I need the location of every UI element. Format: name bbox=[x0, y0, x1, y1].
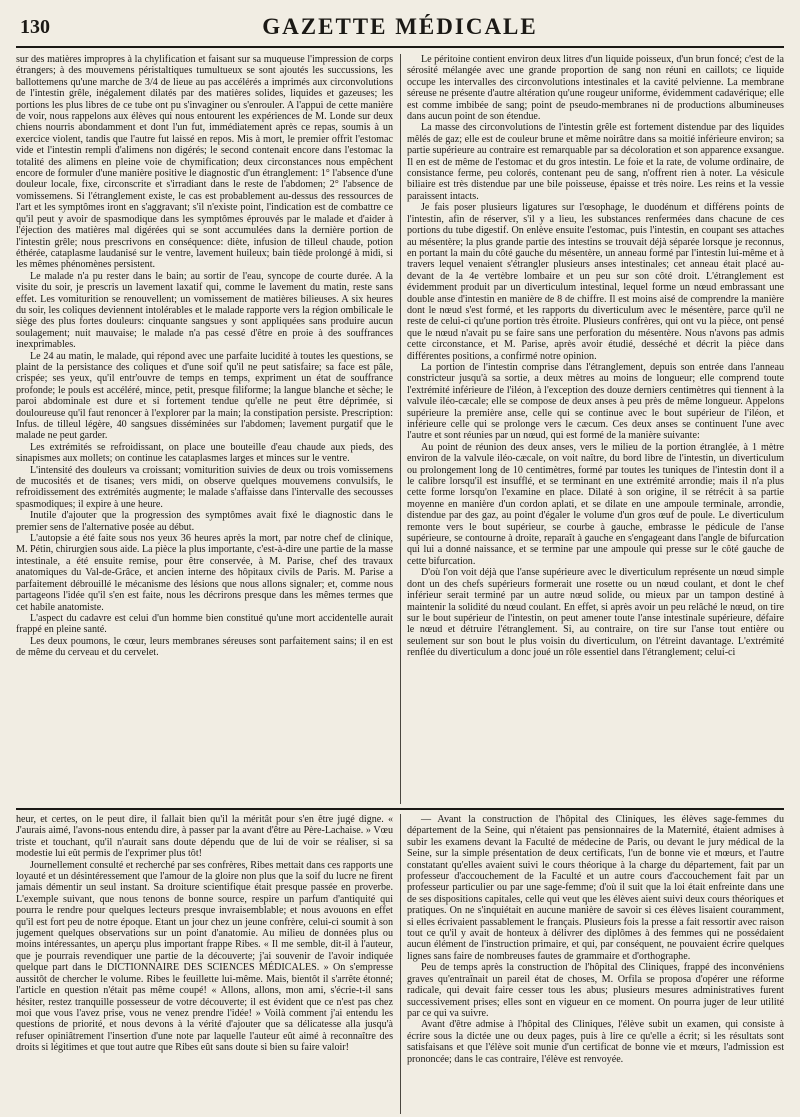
paragraph: Le péritoine contient environ deux litres d'un liquide poisseux, d'un brun foncé; c'est de la sérosité mélangée avec une grande proportion de sang non réuni en caillots; ce liquide occupe les intervalles des circonvolutions intestinales et la cavité pelvienne. La membrane séreuse ne présente d'autre altération qu'une rougeur uniforme, évidemment cadavérique; elle est comme imbibée de sang; point de pseudo-membranes ni de productions albumineuses dans aucun point de son étendue. bbox=[407, 54, 784, 123]
paragraph: Je fais poser plusieurs ligatures sur l'œsophage, le duodénum et différens points de l'intestin, afin de réserver, s'il y a lieu, les substances renfermées dans chacune de ces portions du tube digestif. On enlève ensuite l'estomac, puis l'intestin, en coupant ses attaches au mésentère; la plus grande partie des intestins se trouvait déjà séparée lorsque je reconnus, en portant la main du côté gauche du mésentère, un anneau formé par l'intestin lui-même et à travers lequel venaient s'étrangler plusieurs anses intestinales; cet anneau était placé au-devant de la 4e vertèbre lombaire et un peu sur son côté droit. L'étranglement est évidemment produit par un diverticulum intestinal, lequel forme un nœud embrassant une double anse d'intestin en manière de 8 de chiffre. Il est moins aisé de comprendre la manière dont le nœud s'est formé, et les rapports du diverticulum avec le mésentère, parce qu'il ne reste de celui-ci qu'une portion très étroite. Plusieurs confrères, qui ont vu la pièce, ont pensé que le nœud n'avait pu se faire sans une perforation du mésentère. Nous n'avons pas admis cette circonstance, et M. Parise, après avoir étudié, desséché et décrit la pièce dans différentes positions, a confirmé notre opinion. bbox=[407, 202, 784, 362]
top-left-column bbox=[16, 54, 393, 804]
bottom-left-column bbox=[16, 814, 393, 1114]
paragraph: Avant d'être admise à l'hôpital des Cliniques, l'élève subit un examen, qui consiste à écrire sous la dictée une ou deux pages, puis à lire ce qu'elle a écrit; si les résultats sont satisfaisans et que l'élève soit munie d'un certificat de bonne vie et mœurs, l'admission est prononcée; dans le cas contraire, l'élève est renvoyée. bbox=[407, 1019, 784, 1065]
paragraph: heur, et certes, on le peut dire, il fallait bien qu'il la méritât pour s'en être jugé digne. « J'aurais aimé, l'avons-nous entendu dire, à passer par la avant d'être au Père-Lachaise. » Vœu triste et touchant, qu'il n'aurait sans doute dépendu que de lui de voir se réaliser, si sa modestie lui eût permis de l'exprimer plus tôt! bbox=[16, 814, 393, 860]
paragraph: Le 24 au matin, le malade, qui répond avec une parfaite lucidité à toutes les questions, se plaint de la persistance des coliques et d'une soif qu'il ne peut satisfaire; sa face est pâle, crispée; ses yeux, qu'il entr'ouvre de temps en temps, expriment un état de souffrance profonde; le pouls est accéléré, mince, petit, presque filiforme; la langue blanche et sèche; le paroi abdominale est dure et si fortement tendue qu'elle ne peut être déprimée, si douloureuse qu'il faut renoncer à l'explorer par la main; la constipation persiste. Prescription: Infus. de tilleul légère, 40 sangsues disséminées sur l'abdomen; lavement purgatif que le malade ne peut garder. bbox=[16, 350, 393, 442]
paragraph: L'intensité des douleurs va croissant; vomiturition suivies de deux ou trois vomissemens de mucosités et de tisanes; vers midi, on observe quelques mouvemens convulsifs, le refroidissement des extrémités augmente; le malade s'affaisse dans l'intervalle des secousses spasmodiques; il expire à une heure. bbox=[16, 464, 393, 510]
paragraph: Journellement consulté et recherché par ses confrères, Ribes mettait dans ces rapports une loyauté et un désintéressement que l'amour de la gloire non plus que la soif du lucre ne firent jamais démentir un seul instant. Sa droiture scientifique était presque passée en proverbe. L'exemple suivant, que nous tenons de bonne source, respire un parfum d'antiquité qui pourra le rendre pour quelques lecteurs presque invraisemblable; et nous avouons en effet qu'il est fort peu de notre époque. Etant un jour chez un jeune confrère, celui-ci soumit à son jugement quelques observations sur un point d'anatomie. Au milieu de données plus ou moins intéressantes, un aperçu plus important frappe Ribes. « Il me semble, dit-il à l'auteur, que je pourrais revendiquer une partie de la découverte; j'ai souvenir de l'avoir indiquée quelque part dans le DICTIONNAIRE DES SCIENCES MÉDICALES. » On s'empresse aussitôt de chercher le volume. Ribes le feuillette lui-même. Mais, bientôt il s'arrête étonné; l'article en question n'était pas même coupé! « Allons, allons, mon ami, s'écrie-t-il sans hésiter, restez tranquille possesseur de votre découverte; il est évident que ce n'est pas chez moi que vous l'avez prise, vous ne venez prendre l'idée! » Voilà comment j'ai entendu les questions de priorité, et nous devons à la vérité d'ajouter que sa délicatesse alla jusqu'à refuser opiniâtrement l'insertion d'une note par laquelle l'auteur eût aimé à reconnaître des droits si légitimes et que tout autre que Ribes eût sans doute si bien su faire valoir! bbox=[16, 859, 393, 1054]
paragraph: — Avant la construction de l'hôpital des Cliniques, les élèves sage-femmes du département de la Seine, qui n'étaient pas pensionnaires de la Maternité, étaient admises à subir les examens devant la Faculté de médecine de Paris, ou devant le jury médical de la Seine, sur la simple présentation de deux certificats, l'un de bonne vie et mœurs, et l'autre constatant qu'elles avaient suivi le cours théorique à la charge du département, fait par un professeur d'accouchement de la Faculté et un autre cours d'accouchement fait par un professeur particulier ou par une sage-femme; d'où il suit que la loi était enfreinte dans une de ses dispositions capitales, celle qui veut que les élèves aient suivi deux cours théoriques et pratiques. On ne s'inquiétait en aucune manière de savoir si ces élèves lisaient couramment, si elles écrivaient passablement le français. Plusieurs fois la presse a fait ressortir avec raison tout ce qu'il y avait de honteux à délivrer des diplômes à des femmes qui ne possédaient aucun élément de l'instruction primaire, et qui, par conséquent, ne pouvaient écrire quelques lignes sans faire de nombreuses fautes de grammaire et d'orthographe. bbox=[407, 814, 784, 962]
feuilleton-section bbox=[16, 814, 784, 1114]
paragraph: L'aspect du cadavre est celui d'un homme bien constitué qu'une mort accidentelle aurait frappé en pleine santé. bbox=[16, 612, 393, 636]
paragraph: La portion de l'intestin comprise dans l'étranglement, depuis son entrée dans l'anneau constricteur jusqu'à sa sortie, a deux mètres au moins de longueur; elle comprend toute l'extrémité inférieure de l'iléon, à l'exception des douze derniers centimètres qui tiennent à la valvule iléo-cæcale; elle se compose de deux anses à peu près de même longueur. Appelons supérieure la première anse, celle qui se continue avec le bout supérieur de l'iléon, et inférieure celle qui se prolonge vers le cæcum. Ces deux anses se continuent l'une avec l'autre et sont réunies par un nœud, qui est formé de la manière suivante: bbox=[407, 361, 784, 442]
paragraph: Peu de temps après la construction de l'hôpital des Cliniques, frappé des inconvéniens graves qu'entraînait un pareil état de choses, M. Orfila se proposa d'opérer une réforme radicale, qui devait faire cesser tous les abus; plusieurs mesures administratives furent successivement prises; elles sont en vigueur en ce moment. On pourra juger de leur utilité par ce qui va suivre. bbox=[407, 962, 784, 1019]
article-top-section bbox=[16, 54, 784, 804]
paragraph: D'où l'on voit déjà que l'anse supérieure avec le diverticulum représente un nœud simple dont un des chefs supérieurs formerait une rosette ou un nœud coulant, et dont le chef inférieur serait terminé par un autre nœud solide, ou mieux par un tampon destiné à maintenir la solidité du nœud coulant. En effet, si après avoir un peu relâché le nœud, on tire sur le bout supérieur de l'intestin, on peut amener toute l'anse intestinale supérieure, défaire le nœud et détruire l'étranglement. Si, au contraire, on tire sur l'anse tout entière ou seulement sur son bout le plus voisin du diverticulum, on l'étreint davantage. L'extrémité renflée du diverticulum a donc joué un rôle essentiel dans l'étranglement; celui-ci bbox=[407, 567, 784, 659]
paragraph: L'autopsie a été faite sous nos yeux 36 heures après la mort, par notre chef de clinique, M. Pétin, chirurgien sous aide. La pièce la plus importante, c'est-à-dire une partie de la masse intestinale, a été ensuite remise, pour être conservée, à M. Parise, chef des travaux anatomiques du Val-de-Grâce, et ancien interne des hôpitaux civils de Paris. M. Parise a parfaitement débrouillé le mécanisme des lésions que nous allons signaler; et, comme nous partageons l'idée qu'il s'en est faite, nous les décrirons presque dans les mêmes termes que cet habile anatomiste. bbox=[16, 533, 393, 613]
paragraph: Le malade n'a pu rester dans le bain; au sortir de l'eau, syncope de courte durée. A la visite du soir, je prescris un lavement laxatif qui, comme le lavement du matin, reste sans effet. Les vomiturition se renouvellent; un vomissement de matières bilieuses. A six heures du soir, les coliques deviennent intolérables et le malade rapporte vers la région ombilicale le siège des plus fortes douleurs: cinquante sangsues y sont appliquées sans produire aucun soulagement; nuit mauvaise; le malade n'a pas cessé d'être en proie à des souffrances inexprimables. bbox=[16, 270, 393, 351]
journal-title: GAZETTE MÉDICALE bbox=[262, 14, 538, 39]
top-right-column bbox=[407, 54, 784, 804]
page-number: 130 bbox=[20, 16, 50, 38]
paragraph: La masse des circonvolutions de l'intestin grêle est fortement distendue par des liquides mêlés de gaz; elle est de couleur brune et même noirâtre dans sa moitié inférieure environ; sa partie supérieure au contraire est remarquable par sa décoloration et son apparence exsangue. Il en est de même de l'estomac et du gros intestin. Le foie et la rate, de volume ordinaire, de consistance ferme, peu colorés, contenant peu de sang, n'offrent rien à noter. La vésicule biliaire est très distendue par une bile poisseuse, épaisse et très noire. Les reins et la vessie paraissent intacts. bbox=[407, 122, 784, 202]
paragraph: sur des matières impropres à la chylification et faisant sur sa muqueuse l'impression de corps étrangers; à des mouvemens péristaltiques tumultueux se sont ajoutés les succussions, les ballottemens qu'une marche de 3/4 de lieue au pas accélérés a imprimés aux circonvolutions de l'intestin grêle, inégalement dilatés par des matières solides, liquides et gazeuses; les portions les plus libres de ce tube ont pu s'invaginer ou s'enrouler. A l'appui de cette manière de voir, nous rappelons aux élèves qui nous entourent les expériences de M. Londe sur deux chiens nourris abondamment et dont l'un fut, immédiatement après ce repas, soumis à un exercice violent, tandis que l'autre fut laissé en repos. Mis à mort, le premier offrit l'estomac vide et l'intestin rempli d'alimens non digérés; le second contenait encore dans l'estomac la totalité des alimens en pleine voie de chymification; deux circonstances nous empêchent encore de formuler d'une manière positive le diagnostic d'un étranglement: 1° l'absence d'une douleur locale, fixe, circonscrite et s'irradiant dans le reste de l'abdomen; 2° l'absence de vomissemens. Si l'étranglement existe, le cas est probablement au-dessus des ressources de l'art et les symptômes iront en s'aggravant; s'il n'existe point, l'indication est de combattre ce qu'il peut y avoir de spasmodique dans les symptômes éprouvés par le malade et d'aider à l'éjection des matières mal digérées qui se sont accumulées dans la dernière portion de l'intestin grêle; nous prescrivons en conséquence: diète, infusion de tilleul chaude, potion éthérée, cataplasme laudanisé sur le ventre, lavement huileux; bain tiède prolongé à midi, si les mêmes phénomènes persistent. bbox=[16, 54, 393, 271]
masthead bbox=[16, 14, 784, 48]
paragraph: Au point de réunion des deux anses, vers le milieu de la portion étranglée, à 1 mètre environ de la valvule iléo-cæcale, on voit naître, du bord libre de l'intestin, un diverticulum ou prolongement long de 10 centimètres, formé par toutes les tuniques de l'intestin dont il a le calibre lorsqu'il est insufflé, et se terminant en une extrémité arrondie; mais il n'a plus cette forme lorsqu'on l'examine en place. Dilaté à son origine, il se rétrécit à sa partie moyenne en manière d'un cordon aplati, et se dilate en une ampoule terminale, arrondie, distendue par des gaz, au point d'égaler le volume d'un gros œuf de poule. Le diverticulum remonte vers le bout supérieur, se courbe à gauche, embrasse le pédicule de l'anse supérieure, se contourne à droite, reparaît à gauche en s'engageant dans l'angle de bifurcation qui lui a donné naissance, et se termine par une ampoule qui presse sur le côté gauche de cette bifurcation. bbox=[407, 441, 784, 567]
section-divider bbox=[16, 808, 784, 810]
paragraph: Les deux poumons, le cœur, leurs membranes séreuses sont parfaitement sains; il en est de même du cerveau et du cervelet. bbox=[16, 635, 393, 659]
bottom-right-column bbox=[407, 814, 784, 1114]
paragraph: Les extrémités se refroidissant, on place une bouteille d'eau chaude aux pieds, des sinapismes aux mollets; on continue les cataplasmes larges et minces sur le ventre. bbox=[16, 441, 393, 465]
paragraph: Inutile d'ajouter que la progression des symptômes avait fixé le diagnostic dans le premier sens de l'alternative posée au début. bbox=[16, 510, 393, 533]
